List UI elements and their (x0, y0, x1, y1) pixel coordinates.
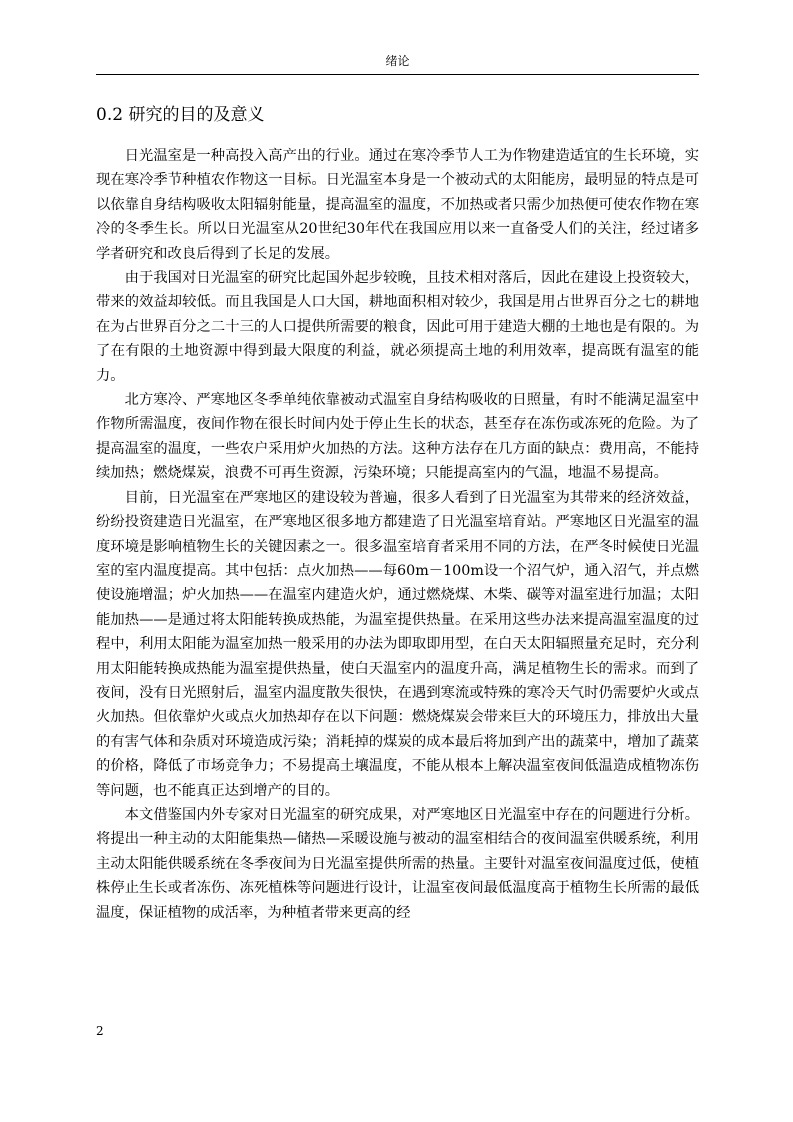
section-title: 0.2 研究的目的及意义 (96, 105, 265, 125)
paragraph-1: 日光温室是一种高投入高产出的行业。通过在寒冷季节人工为作物建造适宜的生长环境，实现在寒冷季节种植农作物这一目标。日光温室本身是一个被动式的太阳能房，最明显的特点是可以依靠自身结构吸收太阳辐射能量，提高温室的温度，不加热或者只需少加热便可使农作物在寒冷的冬季生长。所以日光温室从20世纪30年代在我国应用以来一直备受人们的关注，经过诸多学者研究和改良后得到了长足的发展。 (96, 148, 699, 262)
page-header (96, 52, 699, 75)
paragraph-5: 本文借鉴国内外专家对日光温室的研究成果，对严寒地区日光温室中存在的问题进行分析。将提出一种主动的太阳能集热—储热—采暖设施与被动的温室相结合的夜间温室供暖系统，利用主动太阳能供暖系统在冬季夜间为日光温室提供所需的热量。主要针对温室夜间温度过低，使植株停止生长或者冻伤、冻死植株等问题进行设计，让温室夜间最低温度高于植物生长所需的最低温度，保证植物的成活率，为种植者带来更高的经 (96, 806, 699, 921)
paragraph-3: 北方寒冷、严寒地区冬季单纯依靠被动式温室自身结构吸收的日照量，有时不能满足温室中作物所需温度，夜间作物在很长时间内处于停止生长的状态，甚至存在冻伤或冻死的危险。为了提高温室的温度，一些农户采用炉火加热的方法。这种方法存在几方面的缺点：费用高，不能持续加热；燃烧煤炭，浪费不可再生资源，污染环境；只能提高室内的气温，地温不易提高。 (96, 392, 699, 482)
page-number: 2 (96, 1024, 104, 1038)
body-text (96, 144, 699, 921)
running-header-title: 绪论 (385, 54, 410, 68)
paragraph-2: 由于我国对日光温室的研究比起国外起步较晚，且技术相对落后，因此在建设上投资较大，带来的效益却较低。而且我国是人口大国，耕地面积相对较少，我国是用占世界百分之七的耕地在为占世界百分之二十三的人口提供所需要的粮食，因此可用于建造大棚的土地也是有限的。为了在有限的土地资源中得到最大限度的利益，就必须提高土地的利用效率，提高既有温室的能力。 (96, 270, 699, 384)
paragraph-4: 目前，日光温室在严寒地区的建设较为普遍，很多人看到了日光温室为其带来的经济效益，纷纷投资建造日光温室，在严寒地区很多地方都建造了日光温室培育站。严寒地区日光温室的温度环境是影响植物生长的关键因素之一。很多温室培育者采用不同的方法，在严冬时候使日光温室的室内温度提高。其中包括：点火加热——每60m－100m设一个沼气炉，通入沼气，并点燃使设施增温；炉火加热——在温室内建造火炉，通过燃烧煤、木柴、碳等对温室进行加温；太阳能加热——是通过将太阳能转换成热能，为温室提供热量。在采用这些办法来提高温室温度的过程中，利用太阳能为温室加热一般采用的办法为即取即用型，在白天太阳辐照量充足时，充分利用太阳能转换成热能为温室提供热量，使白天温室内的温度升高，满足植物生长的需求。而到了夜间，没有日光照射后，温室内温度散失很快，在遇到寒流或特殊的寒冷天气时仍需要炉火或点火加热。但依靠炉火或点火加热却存在以下问题：燃烧煤炭会带来巨大的环境压力，排放出大量的有害气体和杂质对环境造成污染；消耗掉的煤炭的成本最后将加到产出的蔬菜中，增加了蔬菜的价格，降低了市场竞争力；不易提高土壤温度，不能从根本上解决温室夜间低温造成植物冻伤等问题，也不能真正达到增产的目的。 (96, 489, 699, 799)
